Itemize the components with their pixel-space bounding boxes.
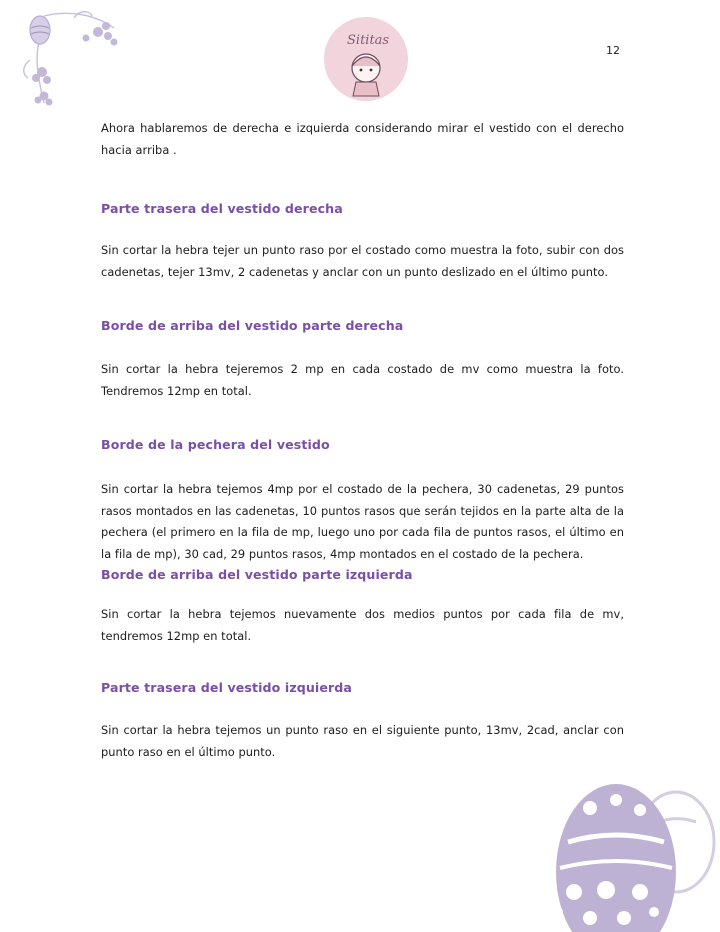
corner-flower-ornament [14, 8, 124, 108]
logo-text: Sititas [347, 33, 390, 48]
paragraph-top-border-right: Sin cortar la hebra tejeremos 2 mp en cada costado de mv como muestra la foto. Tendremos 12mp en total. [101, 362, 624, 398]
easter-eggs-ornament [546, 772, 720, 932]
heading-top-border-right: Borde de arriba del vestido parte derecha [101, 318, 404, 333]
paragraph-back-left: Sin cortar la hebra tejemos un punto raso en el siguiente punto, 13mv, 2cad, anclar con punto raso en el último punto. [101, 723, 624, 759]
sititas-logo [323, 16, 409, 102]
intro-paragraph: Ahora hablaremos de derecha e izquierda considerando mirar el vestido con el derecho hacia arriba . [101, 121, 624, 157]
paragraph-top-border-left: Sin cortar la hebra tejemos nuevamente dos medios puntos por cada fila de mv, tendremos 12mp en total. [101, 607, 624, 643]
paragraph-back-right: Sin cortar la hebra tejer un punto raso por el costado como muestra la foto, subir con dos cadenetas, tejer 13mv, 2 cadenetas y anclar con un punto deslizado en el último punto. [101, 243, 624, 279]
heading-bodice-border: Borde de la pechera del vestido [101, 437, 330, 452]
heading-top-border-left: Borde de arriba del vestido parte izquierda [101, 567, 413, 582]
paragraph-bodice-border: Sin cortar la hebra tejemos 4mp por el costado de la pechera, 30 cadenetas, 29 puntos rasos montados en las cadenetas, 10 puntos rasos que serán tejidos en la parte alta de la pechera (el primero en la fila de mp, luego uno por cada fila de puntos rasos, el último en la fila de mp), 30 cad, 29 puntos rasos, 4mp montados en el costado de la pechera. [101, 482, 624, 561]
page-number: 12 [606, 44, 620, 57]
document-body [101, 118, 624, 763]
heading-back-right: Parte trasera del vestido derecha [101, 201, 343, 216]
heading-back-left: Parte trasera del vestido izquierda [101, 680, 353, 695]
